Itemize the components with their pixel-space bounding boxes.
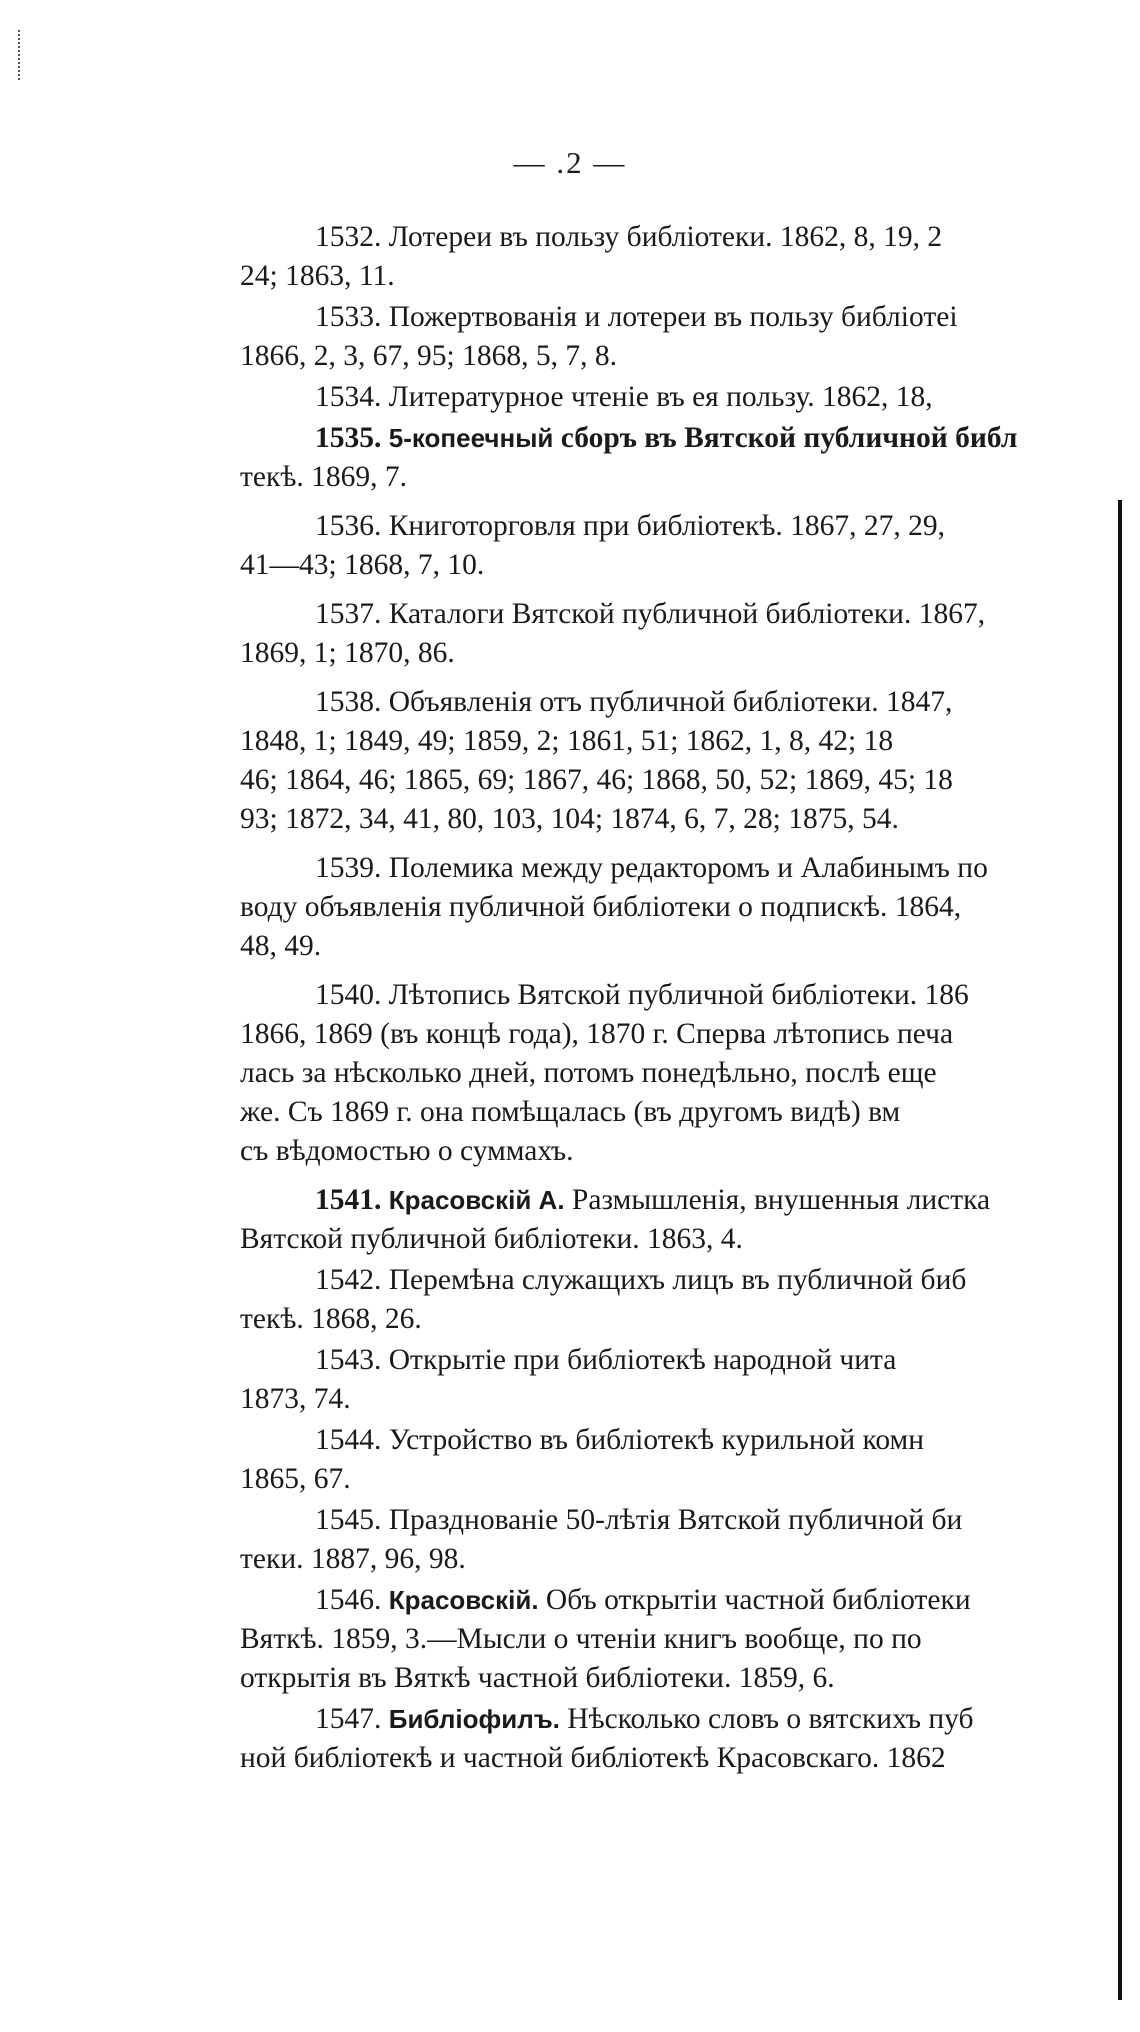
entry-number: 1547.	[315, 1703, 382, 1735]
entry-line	[240, 1181, 1140, 1220]
entry-line	[240, 1341, 1140, 1380]
entry-number: 1545.	[315, 1504, 382, 1536]
entry-number: 1538.	[315, 686, 382, 718]
bibliography-entry	[240, 507, 1140, 585]
entry-line: открытія въ Вяткѣ частной библіотеки. 1859, 6.	[240, 1662, 835, 1694]
entry-line	[240, 218, 1140, 257]
entry-line	[240, 976, 1140, 1015]
entry-text: Объявленія отъ публичной библіотеки. 1847,	[388, 686, 953, 718]
entry-number: 1539.	[315, 852, 382, 884]
entry-number: 1532.	[315, 221, 382, 253]
entry-line: 1866, 1869 (въ концѣ года), 1870 г. Сперва лѣтопись печа	[240, 1018, 954, 1050]
entry-line: 1848, 1; 1849, 49; 1859, 2; 1861, 51; 1862, 1, 8, 42; 18	[240, 725, 894, 757]
bibliography-entry	[240, 1700, 1140, 1778]
entry-line	[240, 1261, 1140, 1300]
entry-text: Празднованіе 50-лѣтія Вятской публичной би	[388, 1504, 963, 1536]
entry-line: 41—43; 1868, 7, 10.	[240, 549, 485, 581]
entry-text: Лѣтопись Вятской публичной библіотеки. 186	[388, 979, 969, 1011]
entry-number: 1535.	[315, 422, 382, 454]
bibliography-entry	[240, 1341, 1140, 1419]
entry-text: Литературное чтеніе въ ея пользу. 1862, 18,	[388, 381, 933, 413]
entry-line: воду объявленія публичной библіотеки о подпискѣ. 1864,	[240, 891, 962, 923]
entry-line: ной библіотекѣ и частной библіотекѣ Красовскаго. 1862	[240, 1742, 946, 1774]
entry-number: 1534.	[315, 381, 382, 413]
entry-number: 1542.	[315, 1264, 382, 1296]
bibliography-entry	[240, 419, 1140, 497]
entry-line	[240, 849, 1140, 888]
entry-text: Устройство въ библіотекѣ курильной комн	[388, 1424, 924, 1456]
entry-number: 1543.	[315, 1344, 382, 1376]
entry-number: 1544.	[315, 1424, 382, 1456]
entry-line: теки. 1887, 96, 98.	[240, 1543, 466, 1575]
entry-line: текѣ. 1869, 7.	[240, 461, 407, 493]
bibliography-entry	[240, 1261, 1140, 1339]
entry-text: Нѣсколько словъ о вятскихъ пуб	[567, 1703, 974, 1735]
bibliography-entry	[240, 1581, 1140, 1698]
bibliography-entry	[240, 378, 1140, 417]
entry-line	[240, 1501, 1140, 1540]
entry-line: 1865, 67.	[240, 1463, 351, 1495]
entry-number: 1546.	[315, 1584, 382, 1616]
entry-line: Вятской публичной библіотеки. 1863, 4.	[240, 1223, 743, 1255]
entry-author: 5-копеечный	[388, 423, 554, 453]
entry-line	[240, 419, 1140, 458]
entry-text: Размышленія, внушенныя листка	[571, 1184, 991, 1216]
entry-line: 93; 1872, 34, 41, 80, 103, 104; 1874, 6, 7, 28; 1875, 54.	[240, 803, 899, 835]
entry-line: 1869, 1; 1870, 86.	[240, 637, 455, 669]
bibliography-entry	[240, 849, 1140, 966]
entry-number: 1541.	[315, 1184, 382, 1216]
bibliography-entry	[240, 1181, 1140, 1259]
entry-text: Открытіе при библіотекѣ народной чита	[388, 1344, 897, 1376]
entry-line: 48, 49.	[240, 930, 322, 962]
entry-author: Красовскій.	[388, 1585, 539, 1615]
entry-line: 1873, 74.	[240, 1383, 351, 1415]
entry-line: лась за нѣсколько дней, потомъ понедѣльно, послѣ еще	[240, 1057, 937, 1089]
entry-line	[240, 683, 1140, 722]
entry-line	[240, 595, 1140, 634]
bibliography-entry	[240, 218, 1140, 296]
entry-text: Книготорговля при библіотекѣ. 1867, 27, 29,	[388, 510, 946, 542]
page-number: — .2 —	[513, 145, 627, 180]
entry-line: 1866, 2, 3, 67, 95; 1868, 5, 7, 8.	[240, 340, 617, 372]
entry-line: же. Съ 1869 г. она помѣщалась (въ другомъ видѣ) вм	[240, 1096, 901, 1128]
entry-line	[240, 1581, 1140, 1620]
bibliography-entry	[240, 298, 1140, 376]
entry-number: 1537.	[315, 598, 382, 630]
entry-number: 1536.	[315, 510, 382, 542]
bibliography-list	[240, 218, 1140, 1778]
entry-line: 24; 1863, 11.	[240, 260, 395, 292]
entry-line: Вяткѣ. 1859, 3.—Мысли о чтеніи книгъ вообще, по по	[240, 1623, 922, 1655]
entry-number: 1540.	[315, 979, 382, 1011]
entry-text: сборъ въ Вятской публичной библ	[560, 422, 1018, 454]
bibliography-entry	[240, 1421, 1140, 1499]
entry-text: Полемика между редакторомъ и Алабинымъ по	[388, 852, 988, 884]
entry-author: Красовскій А.	[388, 1185, 565, 1215]
entry-text: Лотереи въ пользу библіотеки. 1862, 8, 19, 2	[388, 221, 943, 253]
entry-text: Каталоги Вятской публичной библіотеки. 1867,	[388, 598, 986, 630]
entry-author: Библіофилъ.	[388, 1704, 560, 1734]
entry-line	[240, 507, 1140, 546]
entry-line	[240, 378, 1140, 417]
entry-line	[240, 1700, 1140, 1739]
scan-artifact	[18, 30, 22, 80]
bibliography-entry	[240, 976, 1140, 1171]
bibliography-entry	[240, 683, 1140, 839]
entry-line: съ вѣдомостью о суммахъ.	[240, 1135, 574, 1167]
entry-line	[240, 298, 1140, 337]
entry-line: текѣ. 1868, 26.	[240, 1303, 422, 1335]
bibliography-entry	[240, 595, 1140, 673]
entry-text: Перемѣна служащихъ лицъ въ публичной биб	[388, 1264, 967, 1296]
entry-text: Пожертвованія и лотереи въ пользу библіотеі	[388, 301, 958, 333]
entry-line: 46; 1864, 46; 1865, 69; 1867, 46; 1868, 50, 52; 1869, 45; 18	[240, 764, 953, 796]
entry-line	[240, 1421, 1140, 1460]
entry-text: Объ открытіи частной библіотеки	[545, 1584, 971, 1616]
entry-number: 1533.	[315, 301, 382, 333]
bibliography-entry	[240, 1501, 1140, 1579]
